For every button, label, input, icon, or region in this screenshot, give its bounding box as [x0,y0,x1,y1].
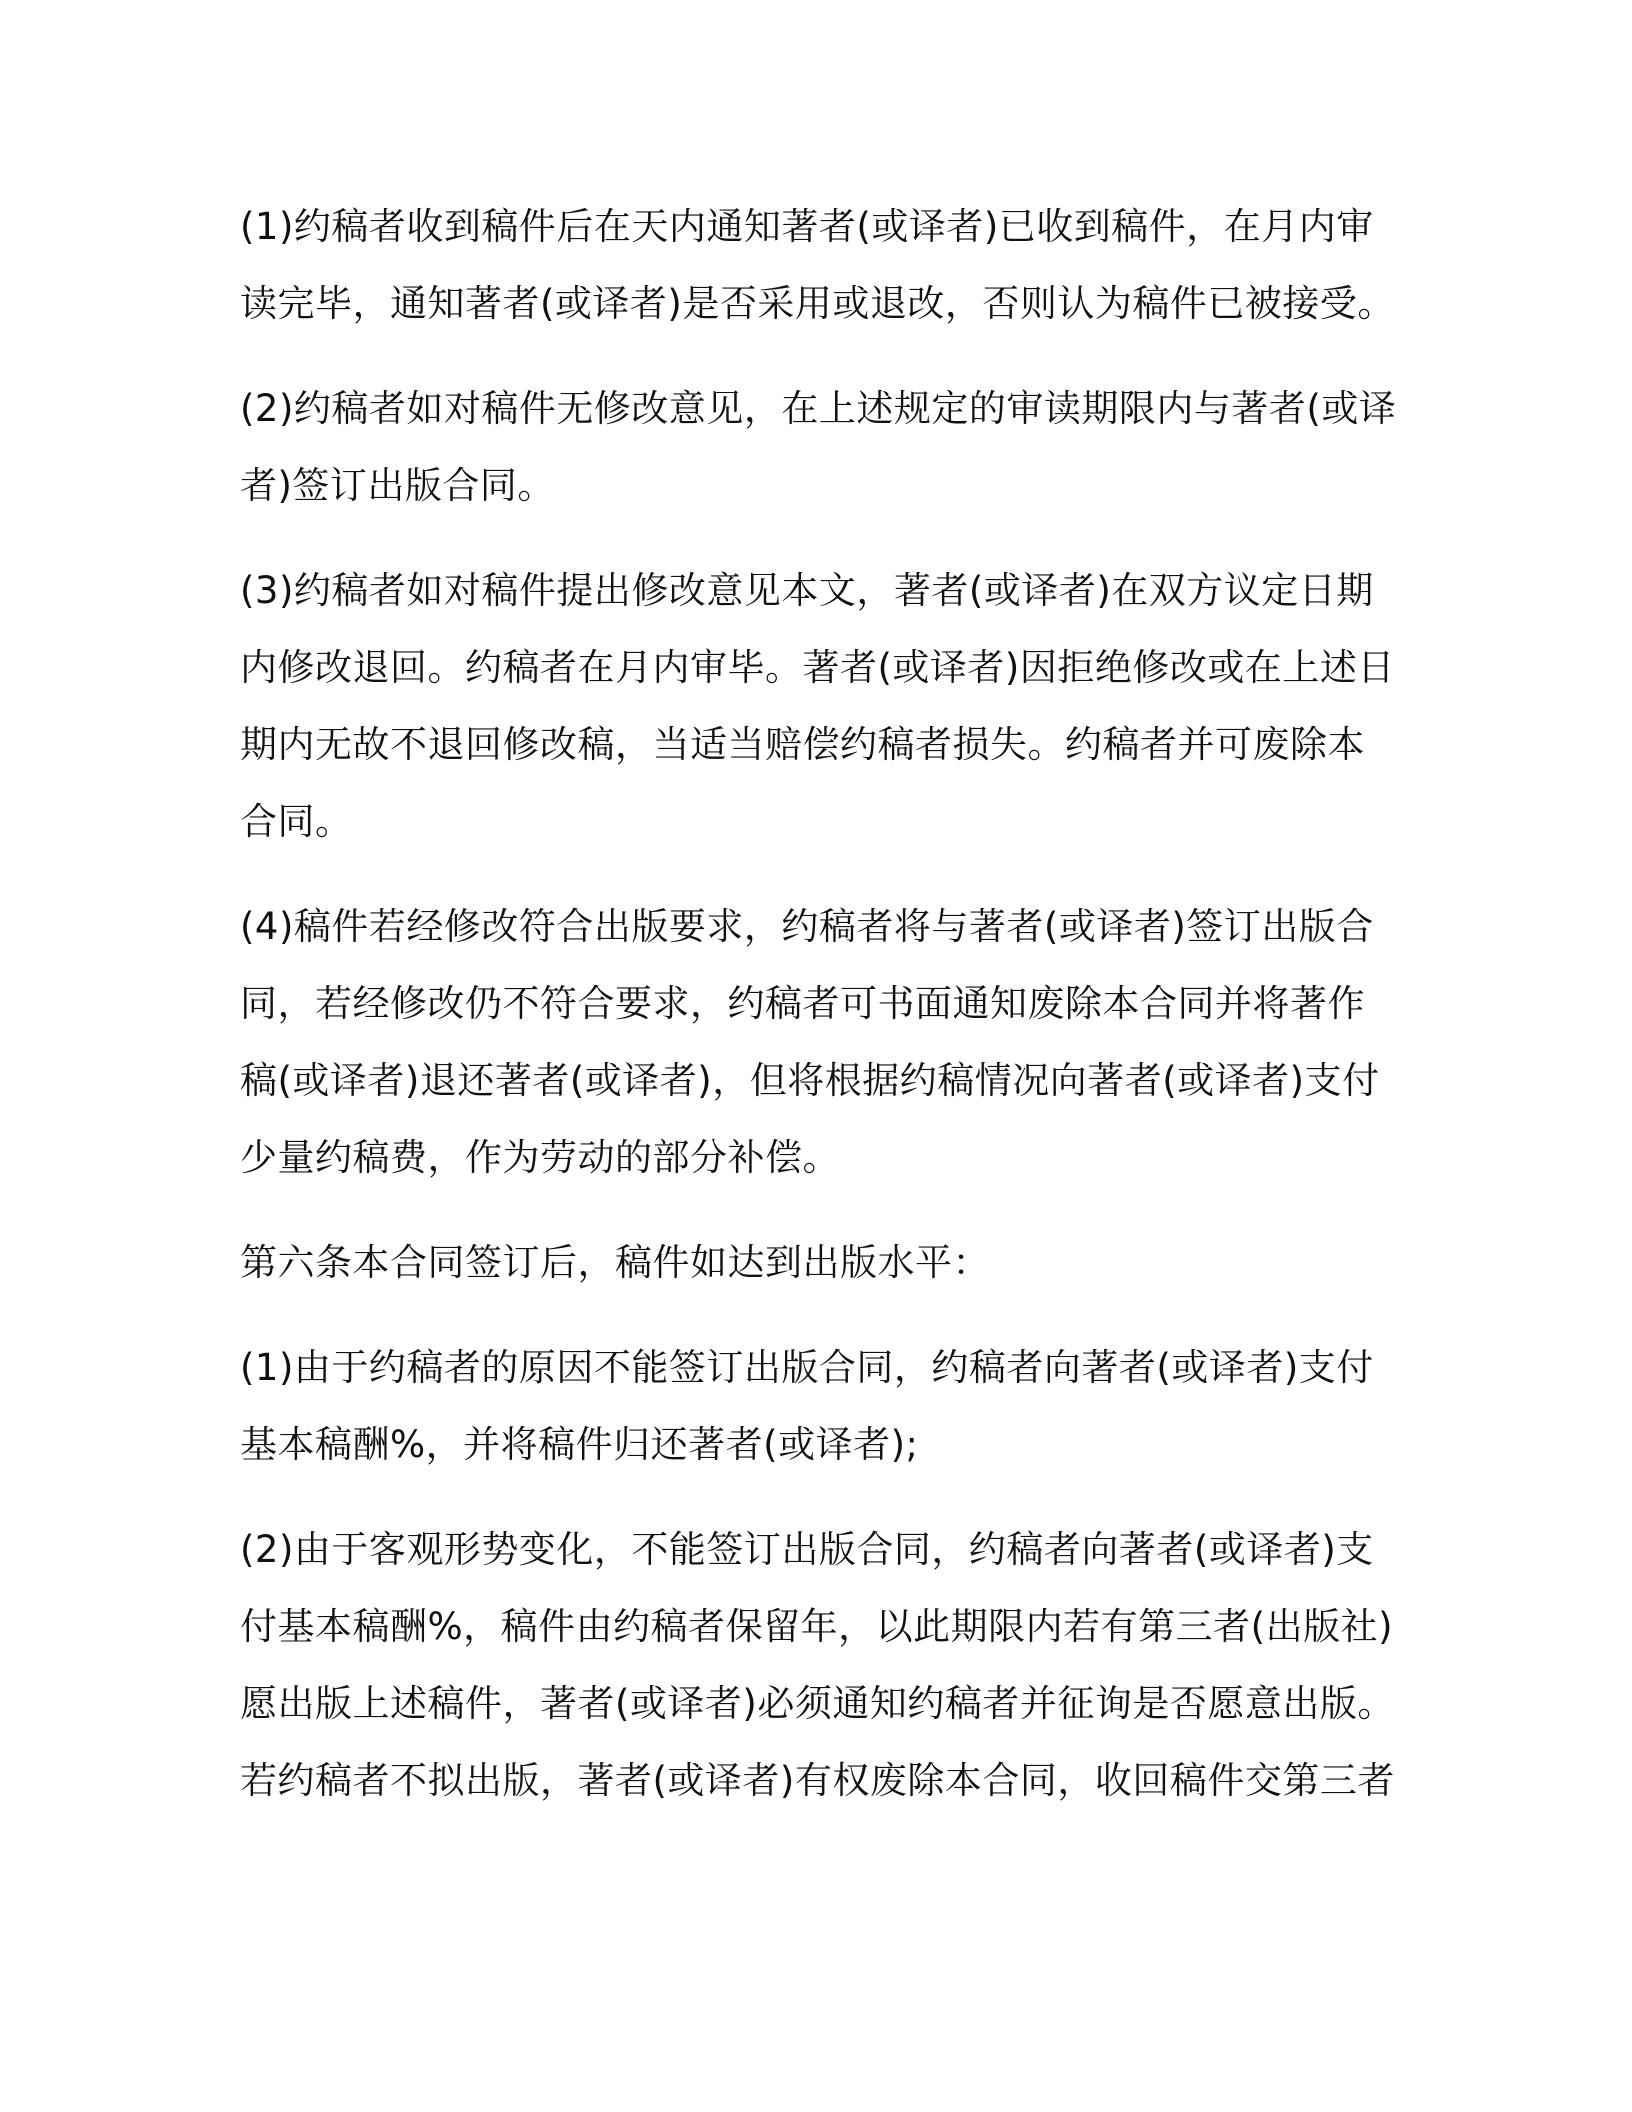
text-line: 付基本稿酬%，稿件由约稿者保留年，以此期限内若有第三者(出版社) [240,1605,1394,1648]
document-page [240,188,1400,1847]
paragraph-article-6-heading [240,1224,1400,1301]
paragraph-clause-2 [240,370,1400,524]
text-line: 基本稿酬%，并将稿件归还著者(或译者); [240,1423,919,1466]
paragraph-article-6-clause-1 [240,1329,1400,1483]
text-line: 少量约稿费，作为劳动的部分补偿。 [240,1136,840,1179]
text-line: 合同。 [240,800,353,843]
text-line: 读完毕，通知著者(或译者)是否采用或退改，否则认为稿件已被接受。 [240,282,1395,325]
text-line: 者)签订出版合同。 [240,464,555,507]
text-line: 愿出版上述稿件，著者(或译者)必须通知约稿者并征询是否愿意出版。 [240,1682,1395,1725]
text-line: (1)由于约稿者的原因不能签订出版合同，约稿者向著者(或译者)支付 [240,1346,1374,1389]
text-line: 内修改退回。约稿者在月内审毕。著者(或译者)因拒绝修改或在上述日 [240,646,1395,689]
text-line: 第六条本合同签订后，稿件如达到出版水平： [240,1241,990,1284]
text-line: (2)由于客观形势变化，不能签订出版合同，约稿者向著者(或译者)支 [240,1528,1374,1571]
text-line: 稿(或译者)退还著者(或译者)，但将根据约稿情况向著者(或译者)支付 [240,1059,1380,1102]
text-line: (3)约稿者如对稿件提出修改意见本文，著者(或译者)在双方议定日期 [240,569,1374,612]
paragraph-clause-4 [240,888,1400,1196]
paragraph-clause-1 [240,188,1400,342]
text-line: (1)约稿者收到稿件后在天内通知著者(或译者)已收到稿件，在月内审 [240,205,1374,248]
text-line: (4)稿件若经修改符合出版要求，约稿者将与著者(或译者)签订出版合 [240,905,1374,948]
paragraph-clause-3 [240,552,1400,860]
text-line: 同，若经修改仍不符合要求，约稿者可书面通知废除本合同并将著作 [240,982,1365,1025]
text-line: 若约稿者不拟出版，著者(或译者)有权废除本合同，收回稿件交第三者 [240,1759,1395,1802]
paragraph-article-6-clause-2 [240,1511,1400,1819]
text-line: (2)约稿者如对稿件无修改意见，在上述规定的审读期限内与著者(或译 [240,387,1397,430]
text-line: 期内无故不退回修改稿，当适当赔偿约稿者损失。约稿者并可废除本 [240,723,1365,766]
